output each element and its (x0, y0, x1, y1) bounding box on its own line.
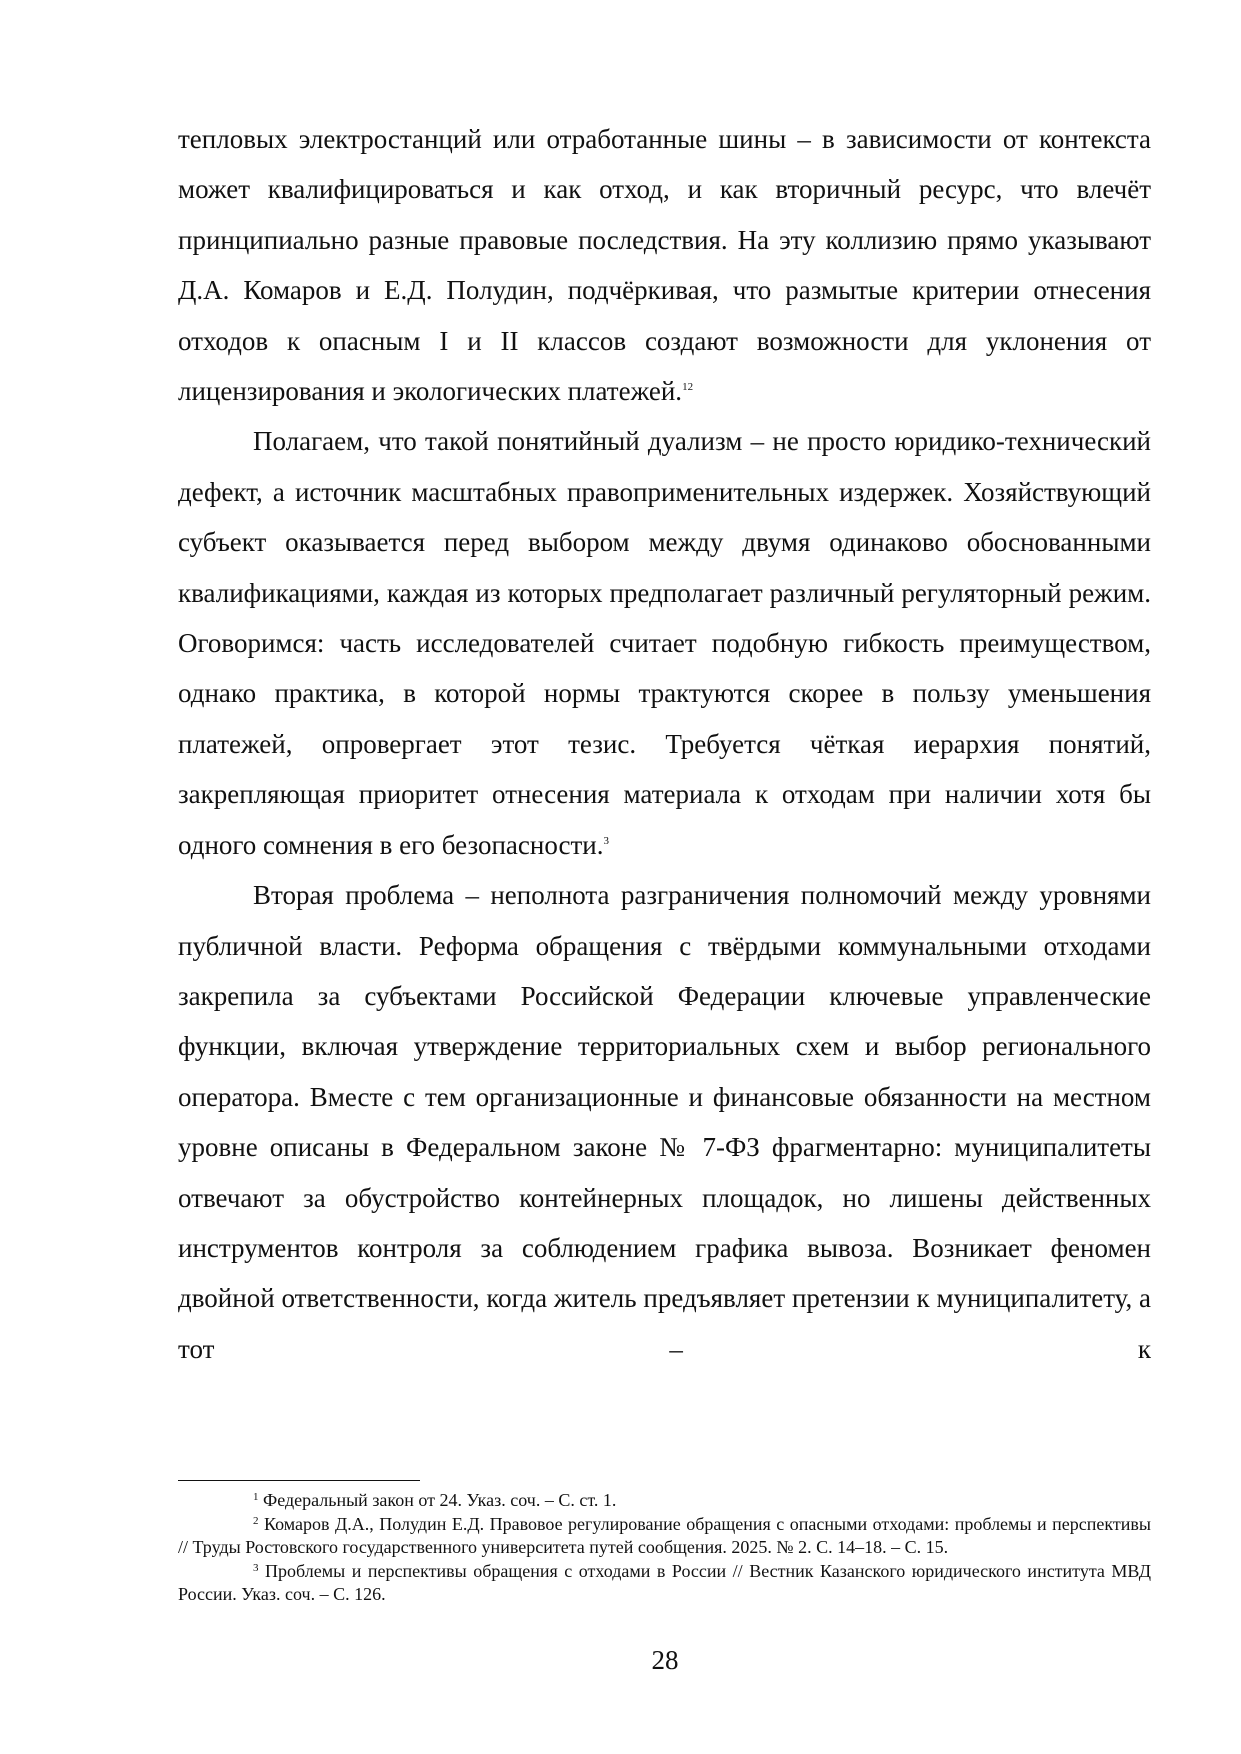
paragraph-2-text: Полагаем, что такой понятийный дуализм – не просто юридико-технический дефект, а источник масштабных правоприменительных издержек. Хозяйствующий субъект оказывается перед выбором между двумя одинаково обоснованными квалификациями, каждая из которых предполагает различный регуляторный режим. Оговоримся: часть исследователей считает подобную гибкость преимуществом, однако практика, в которой нормы трактуются скорее в пользу уменьшения платежей, опровергает этот тезис. Требуется чёткая иерархия понятий, закрепляющая приоритет отнесения материала к отходам при наличии хотя бы одного сомнения в его безопасности. (178, 426, 1151, 860)
paragraph-3-text: Вторая проблема – неполнота разграничения полномочий между уровнями публичной власти. Реформа обращения с твёрдыми коммунальными отходами закрепила за субъектами Российской Федерации ключевые управленческие функции, включая утверждение территориальных схем и выбор регионального оператора. Вместе с тем организационные и финансовые обязанности на местном уровне описаны в Федеральном законе № 7-ФЗ фрагментарно: муниципалитеты отвечают за обустройство контейнерных площадок, но лишены действенных инструментов контроля за соблюдением графика вывоза. Возникает феномен двойной ответственности, когда житель предъявляет претензии к муниципалитету, а тот – к (178, 880, 1151, 1364)
footnote-1 (178, 1489, 1151, 1513)
footnote-ref-3: 3 (603, 834, 609, 847)
paragraph-1 (178, 114, 1151, 416)
main-text (178, 114, 1151, 1374)
page-number: 28 (651, 1645, 679, 1675)
footnote-1-text: Федеральный закон от 24. Указ. соч. – С. ст. 1. (263, 1490, 617, 1510)
footnote-separator (178, 1480, 420, 1481)
footnote-2 (178, 1513, 1151, 1560)
paragraph-1-text: тепловых электростанций или отработанные шины – в зависимости от контекста может квалифицироваться и как отход, и как вторичный ресурс, что влечёт принципиально разные правовые последствия. На эту коллизию прямо указывают Д.А. Комаров и Е.Д. Полудин, подчёркивая, что размытые критерии отнесения отходов к опасным I и II классов создают возможности для уклонения от лицензирования и экологических платежей. (178, 124, 1151, 407)
paragraph-2 (178, 416, 1151, 870)
footnote-1-number: 1 (253, 1491, 259, 1503)
paragraph-3 (178, 870, 1151, 1374)
footnotes (178, 1489, 1151, 1607)
footnote-2-number: 2 (253, 1514, 259, 1527)
footnote-3 (178, 1560, 1151, 1607)
footnote-3-text: Проблемы и перспективы обращения с отходами в России // Вестник Казанского юридического института МВД России. Указ. соч. – С. 126. (178, 1560, 1152, 1604)
footnote-2-text: Комаров Д.А., Полудин Е.Д. Правовое регулирование обращения с опасными отходами: проблемы и перспективы // Труды Ростовского государственного университета путей сообщения. 2025. № 2. С. 14–18. – С. 15. (178, 1513, 1151, 1557)
footnote-ref-12: 12 (682, 381, 694, 394)
footnote-3-number: 3 (253, 1561, 259, 1574)
